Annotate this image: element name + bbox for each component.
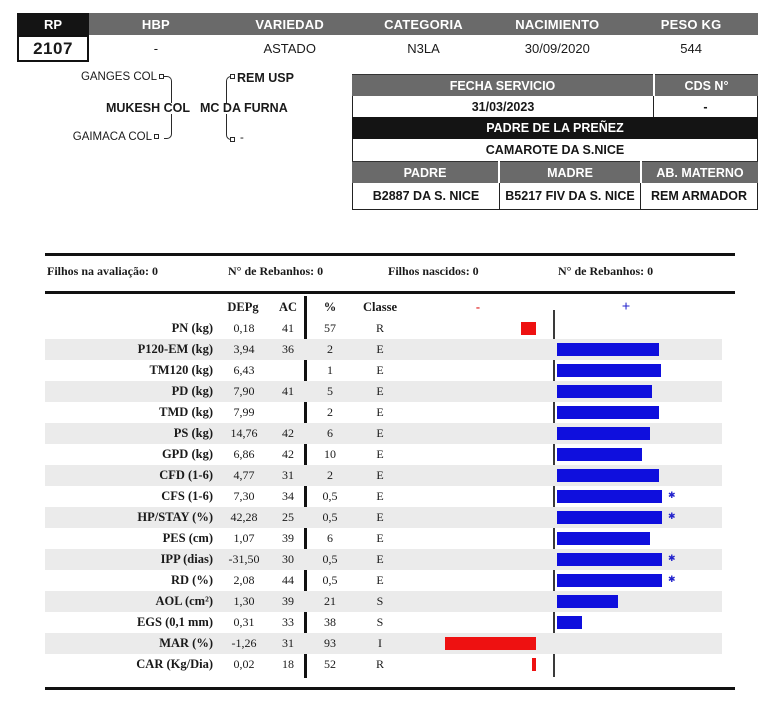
- stat-rebanhos-2: N° de Rebanhos: 0: [558, 264, 654, 278]
- padre-prenez-header-row: [352, 117, 758, 139]
- dep-accuracy: 44: [282, 573, 294, 587]
- dep-value: 7,99: [233, 405, 255, 419]
- dep-row: [45, 339, 722, 360]
- dep-accuracy: 33: [282, 615, 294, 629]
- dep-percentile: 2: [327, 405, 333, 419]
- dep-trait-label: GPD (kg): [161, 447, 213, 461]
- dep-trait-label: PES (cm): [162, 531, 213, 545]
- dep-accuracy: 30: [282, 552, 294, 566]
- dep-row: [45, 423, 722, 444]
- padre-value: B2887 DA S. NICE: [353, 183, 499, 209]
- dep-accuracy: 39: [282, 594, 294, 608]
- dep-class: E: [376, 405, 384, 419]
- dep-value: 3,94: [233, 342, 255, 356]
- dep-value: 0,31: [233, 615, 255, 629]
- dep-class: E: [376, 573, 384, 587]
- dep-class: E: [376, 384, 384, 398]
- dep-percentile: 6: [327, 426, 333, 440]
- rp-value: 2107: [17, 35, 89, 62]
- pedigree-dam-dam: -: [240, 132, 244, 144]
- dep-trait-label: TMD (kg): [159, 405, 213, 419]
- top-percentile-star-icon: ✱: [668, 512, 676, 522]
- dep-value: 7,90: [233, 384, 255, 398]
- dep-accuracy: 31: [282, 468, 294, 482]
- dep-trait-label: PN (kg): [171, 321, 213, 335]
- dep-percentile: 0,5: [322, 552, 338, 566]
- top-percentile-star-icon: ✱: [668, 575, 676, 585]
- col-header-pct: %: [323, 300, 337, 314]
- dep-class: E: [376, 342, 384, 356]
- variedad-header-cell: VARIEDAD: [223, 13, 357, 35]
- dep-bar-positive: [557, 448, 642, 461]
- dep-row: [45, 570, 722, 591]
- dep-row: [45, 612, 722, 633]
- dep-percentile: 10: [324, 447, 336, 461]
- dep-row: [45, 507, 722, 528]
- pedigree-node-square: [230, 137, 235, 142]
- negative-axis-label: -: [475, 300, 481, 314]
- stat-filhos-avaliacao: Filhos na avaliação: 0: [47, 264, 159, 278]
- positive-axis-label: +: [621, 299, 631, 315]
- dep-row: [45, 465, 722, 486]
- cds-header: CDS N°: [655, 74, 758, 96]
- dep-percentile: 2: [327, 468, 333, 482]
- dep-rows: [45, 318, 735, 675]
- service-table: [352, 74, 758, 210]
- dep-bar-positive: [557, 574, 662, 587]
- padre-header: PADRE: [352, 161, 498, 183]
- chart-mid-rule: [45, 291, 735, 294]
- dep-value: 0,02: [233, 657, 255, 671]
- dep-trait-label: IPP (dias): [160, 552, 213, 566]
- dep-bar-positive: [557, 511, 662, 524]
- dep-bar-positive: [557, 427, 650, 440]
- dep-class: E: [376, 552, 384, 566]
- dep-trait-label: P120-EM (kg): [137, 342, 213, 356]
- dep-value: 42,28: [230, 510, 258, 524]
- dep-accuracy: 25: [282, 510, 294, 524]
- peso-header-cell: PESO KG: [624, 13, 758, 35]
- dep-accuracy: 42: [282, 426, 294, 440]
- dep-row: [45, 402, 722, 423]
- dep-bar-negative: [521, 322, 536, 335]
- rp-header-cell: RP: [17, 13, 89, 35]
- col-header-ac: AC: [278, 300, 298, 314]
- dep-class: R: [375, 321, 384, 335]
- dep-bar-positive: [557, 616, 582, 629]
- pedigree-connector: [164, 76, 172, 103]
- stat-filhos-nascidos: Filhos nascidos: 0: [388, 264, 479, 278]
- pedigree-sire-sire: GANGES COL: [80, 71, 157, 83]
- dep-row: [45, 633, 722, 654]
- dep-percentile: 57: [324, 321, 336, 335]
- fecha-servicio-header: FECHA SERVICIO: [352, 74, 653, 96]
- dep-row: [45, 549, 722, 570]
- dep-accuracy: 41: [282, 321, 294, 335]
- dep-value: 4,77: [233, 468, 255, 482]
- padre-prenez-value: CAMAROTE DA S.NICE: [353, 139, 757, 161]
- chart-top-rule: [45, 253, 735, 256]
- dep-percentile: 21: [324, 594, 336, 608]
- dep-bar-positive: [557, 364, 661, 377]
- col-header-classe: Classe: [362, 300, 398, 314]
- dep-value: 1,07: [233, 531, 255, 545]
- dep-class: E: [376, 363, 384, 377]
- dep-trait-label: CAR (Kg/Dia): [136, 657, 213, 671]
- pedigree-dam: MC DA FURNA: [200, 101, 288, 115]
- dep-accuracy: 31: [282, 636, 294, 650]
- dep-bar-negative: [532, 658, 536, 671]
- dep-bar-positive: [557, 343, 659, 356]
- dep-value: -31,50: [228, 552, 260, 566]
- dep-class: S: [376, 615, 384, 629]
- identification-table: [17, 13, 758, 62]
- top-percentile-star-icon: ✱: [668, 491, 676, 501]
- top-percentile-star-icon: ✱: [668, 554, 676, 564]
- dep-trait-label: PD (kg): [171, 384, 213, 398]
- dep-value: 0,18: [233, 321, 255, 335]
- parents-value-row: [352, 183, 758, 210]
- dep-percentile: 52: [324, 657, 336, 671]
- dep-class: E: [376, 510, 384, 524]
- dep-trait-label: RD (%): [170, 573, 213, 587]
- dep-accuracy: 18: [282, 657, 294, 671]
- dep-value: 7,30: [233, 489, 255, 503]
- dep-row: [45, 591, 722, 612]
- dep-trait-label: EGS (0,1 mm): [136, 615, 213, 629]
- pedigree-sire: MUKESH COL: [105, 101, 190, 115]
- dep-row: [45, 528, 722, 549]
- dep-value: 1,30: [233, 594, 255, 608]
- pedigree-node-square: [154, 134, 159, 139]
- col-header-depg: DEPg: [227, 300, 259, 314]
- dep-row: [45, 360, 722, 381]
- dep-class: E: [376, 447, 384, 461]
- pedigree-sire-dam: GAIMACA COL: [72, 131, 152, 143]
- dep-trait-label: HP/STAY (%): [137, 510, 213, 524]
- dep-percentile: 5: [327, 384, 333, 398]
- dep-percentile: 93: [324, 636, 336, 650]
- dep-value: 14,76: [230, 426, 258, 440]
- dep-accuracy: 34: [282, 489, 294, 503]
- dep-trait-label: PS (kg): [173, 426, 213, 440]
- dep-trait-label: AOL (cm²): [155, 594, 213, 608]
- pedigree-connector: [164, 114, 172, 139]
- identification-header-row: [17, 13, 758, 35]
- dep-trait-label: CFS (1-6): [161, 489, 213, 503]
- categoria-header-cell: CATEGORIA: [357, 13, 491, 35]
- dep-percentile: 0,5: [322, 489, 338, 503]
- dep-accuracy: 39: [282, 531, 294, 545]
- dep-accuracy: 41: [282, 384, 294, 398]
- dep-value: -1,26: [231, 636, 257, 650]
- dep-bar-positive: [557, 385, 652, 398]
- dep-row: [45, 486, 722, 507]
- categoria-value: N3LA: [407, 41, 440, 56]
- cds-value: -: [653, 96, 757, 117]
- identification-value-row: [17, 35, 758, 62]
- dep-accuracy: 42: [282, 447, 294, 461]
- pedigree-connector: [226, 76, 234, 103]
- hbp-value: -: [153, 41, 159, 56]
- chart-bottom-rule: [45, 687, 735, 690]
- dep-value: 2,08: [233, 573, 255, 587]
- dep-class: E: [376, 468, 384, 482]
- dep-trait-label: CFD (1-6): [159, 468, 213, 482]
- dep-trait-label: TM120 (kg): [149, 363, 213, 377]
- dep-bar-positive: [557, 469, 659, 482]
- madre-header: MADRE: [500, 161, 640, 183]
- padre-prenez-value-row: [352, 139, 758, 161]
- dep-class: I: [378, 636, 382, 650]
- dep-class: E: [376, 531, 384, 545]
- service-header-row: [352, 74, 758, 96]
- dep-percentile: 0,5: [322, 510, 338, 524]
- dep-chart: [45, 253, 735, 690]
- dep-bar-positive: [557, 553, 662, 566]
- service-value-row: [352, 96, 758, 117]
- dep-class: E: [376, 426, 384, 440]
- dep-value: 6,43: [233, 363, 255, 377]
- dep-bar-positive: [557, 490, 662, 503]
- dep-percentile: 6: [327, 531, 333, 545]
- parents-header-row: [352, 161, 758, 183]
- dep-bar-positive: [557, 595, 618, 608]
- variedad-value: ASTADO: [263, 41, 316, 56]
- dep-row: [45, 381, 722, 402]
- pedigree-dam-sire: REM USP: [237, 71, 294, 85]
- dep-trait-label: MAR (%): [159, 636, 213, 650]
- dep-bar-negative: [445, 637, 536, 650]
- dep-row: [45, 654, 722, 675]
- stat-rebanhos-1: N° de Rebanhos: 0: [228, 264, 324, 278]
- dep-class: R: [375, 657, 384, 671]
- fecha-servicio-value: 31/03/2023: [353, 96, 653, 117]
- dep-bar-positive: [557, 532, 650, 545]
- madre-value: B5217 FIV DA S. NICE: [499, 183, 640, 209]
- ab-materno-header: AB. MATERNO: [642, 161, 758, 183]
- padre-prenez-header: PADRE DE LA PREÑEZ: [352, 117, 758, 139]
- dep-class: E: [376, 489, 384, 503]
- nacimiento-header-cell: NACIMIENTO: [490, 13, 624, 35]
- dep-percentile: 38: [324, 615, 336, 629]
- dep-bar-positive: [557, 406, 659, 419]
- peso-value: 544: [680, 41, 702, 56]
- dep-row: [45, 318, 722, 339]
- pedigree-node-square: [230, 74, 235, 79]
- nacimiento-value: 30/09/2020: [524, 41, 590, 56]
- dep-accuracy: 36: [282, 342, 294, 356]
- dep-row: [45, 444, 722, 465]
- dep-percentile: 2: [327, 342, 333, 356]
- dep-percentile: 0,5: [322, 573, 338, 587]
- dep-class: S: [376, 594, 384, 608]
- dep-percentile: 1: [327, 363, 333, 377]
- hbp-header-cell: HBP: [89, 13, 223, 35]
- ab-materno-value: REM ARMADOR: [640, 183, 757, 209]
- dep-value: 6,86: [233, 447, 255, 461]
